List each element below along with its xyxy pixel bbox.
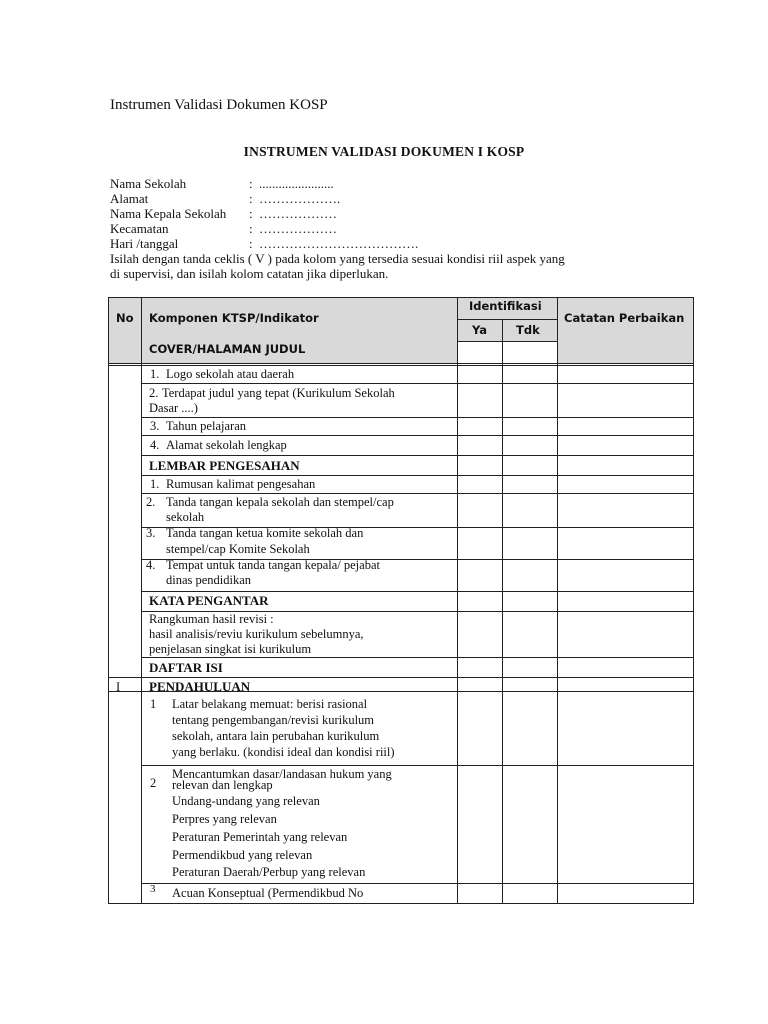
field-label: Alamat <box>110 191 149 206</box>
table-row-divider <box>141 765 694 766</box>
table-row-divider <box>141 475 694 476</box>
pendahuluan-sub-item: Peraturan Pemerintah yang relevan <box>172 830 348 844</box>
header-komponen: Komponen KTSP/Indikator <box>149 311 319 325</box>
table-row-divider <box>457 319 558 320</box>
header-identifikasi: Identifikasi <box>469 299 542 313</box>
pengesahan-item-text: Tempat untuk tanda tangan kepala/ pejabat <box>166 558 380 572</box>
revisi-line: penjelasan singkat isi kurikulum <box>149 642 312 656</box>
field-label: Nama Sekolah <box>110 176 187 191</box>
table-row-divider <box>141 435 694 436</box>
section-daftar-isi: DAFTAR ISI <box>149 660 223 675</box>
document-title: INSTRUMEN VALIDASI DOKUMEN I KOSP <box>243 144 525 159</box>
pendahuluan-item-text: Latar belakang memuat: berisi rasional <box>172 697 368 711</box>
table-border-left <box>108 297 109 904</box>
pendahuluan-sub-item: Perpres yang relevan <box>172 812 277 826</box>
cover-item-number: 3. <box>150 419 160 433</box>
cover-item-text: Logo sekolah atau daerah <box>166 367 295 381</box>
cover-item-text: Terdapat judul yang tepat (Kurikulum Sekolah <box>162 386 395 400</box>
cover-item-number: 1. <box>150 367 160 381</box>
cover-item-text: Alamat sekolah lengkap <box>166 438 287 452</box>
table-row-divider <box>108 363 694 364</box>
pendahuluan-sub-item: Undang-undang yang relevan <box>172 794 320 808</box>
pendahuluan-sub-item: Peraturan Daerah/Perbup yang relevan <box>172 865 366 879</box>
pendahuluan-item-text: tentang pengembangan/revisi kurikulum <box>172 713 375 727</box>
pengesahan-item-number: 2. <box>146 495 156 509</box>
section-number: I <box>116 680 121 694</box>
pendahuluan-item-text: relevan dan lengkap <box>172 778 273 792</box>
pengesahan-item-text: stempel/cap Komite Sekolah <box>166 542 310 556</box>
pengesahan-item-number: 1. <box>150 477 160 491</box>
table-row-divider <box>141 883 694 884</box>
cover-item-number: 4. <box>150 438 160 452</box>
table-row-divider <box>141 591 694 592</box>
pengesahan-item-text: Tanda tangan kepala sekolah dan stempel/cap <box>166 495 394 509</box>
pendahuluan-item-text: Mencantumkan dasar/landasan hukum yang <box>172 767 392 781</box>
header-tdk: Tdk <box>516 323 540 337</box>
cover-item-text: Dasar ....) <box>149 401 198 415</box>
pendahuluan-sub-item: Permendikbud yang relevan <box>172 848 313 862</box>
field-value: ……………… <box>259 221 337 236</box>
field-label: Hari /tanggal <box>110 236 179 251</box>
pengesahan-item-text: sekolah <box>166 510 205 524</box>
table-row-divider <box>141 417 694 418</box>
pendahuluan-item-text: yang berlaku. (kondisi ideal dan kondisi riil) <box>172 745 395 759</box>
table-row-divider <box>141 657 694 658</box>
table-row-divider <box>108 677 694 678</box>
field-value: ……………… <box>259 206 337 221</box>
field-value: ………………. <box>259 191 341 206</box>
field-colon: : <box>249 176 253 191</box>
header-catatan: Catatan Perbaikan <box>564 311 685 325</box>
field-value: ....................... <box>259 176 334 191</box>
pendahuluan-item-number: 2 <box>150 776 157 790</box>
field-label: Kecamatan <box>110 221 169 236</box>
section-cover: COVER/HALAMAN JUDUL <box>149 342 306 356</box>
pendahuluan-item-text: sekolah, antara lain perubahan kurikulum <box>172 729 380 743</box>
field-colon: : <box>249 206 253 221</box>
table-column-divider <box>557 297 558 904</box>
revisi-line: Rangkuman hasil revisi : <box>149 612 274 626</box>
cover-item-text: Tahun pelajaran <box>166 419 246 433</box>
section-pendahuluan: PENDAHULUAN <box>149 679 251 694</box>
pendahuluan-item-text: Acuan Konseptual (Permendikbud No <box>172 886 364 900</box>
section-pengesahan: LEMBAR PENGESAHAN <box>149 458 300 473</box>
cover-item-number: 2. <box>149 386 159 400</box>
table-row-divider <box>141 493 694 494</box>
field-colon: : <box>249 236 253 251</box>
table-row-divider <box>108 365 694 366</box>
field-colon: : <box>249 221 253 236</box>
table-border-bottom <box>108 903 694 904</box>
header-no: No <box>116 311 134 325</box>
pengesahan-item-text: Tanda tangan ketua komite sekolah dan <box>166 526 364 540</box>
header-bg-catatan <box>557 297 693 363</box>
field-colon: : <box>249 191 253 206</box>
pendahuluan-item-number: 3 <box>150 883 156 895</box>
table-row-divider <box>141 383 694 384</box>
pengesahan-item-number: 3. <box>146 526 156 540</box>
table-column-divider <box>141 297 142 904</box>
pengesahan-item-text: Rumusan kalimat pengesahan <box>166 477 316 491</box>
table-border-right <box>693 297 694 904</box>
section-kata-pengantar: KATA PENGANTAR <box>149 593 269 608</box>
table-row-divider <box>141 455 694 456</box>
table-border-top <box>108 297 694 298</box>
instruction-line-2: di supervisi, dan isilah kolom catatan jika diperlukan. <box>110 266 389 281</box>
pengesahan-item-number: 4. <box>146 558 156 572</box>
field-label: Nama Kepala Sekolah <box>110 206 227 221</box>
instruction-line-1: Isilah dengan tanda ceklis ( V ) pada kolom yang tersedia sesuai kondisi riil aspek yang <box>110 251 565 266</box>
pengesahan-item-text: dinas pendidikan <box>166 573 252 587</box>
field-value: ………………………………. <box>259 236 419 251</box>
table-column-divider <box>457 297 458 904</box>
header-ya: Ya <box>472 323 488 337</box>
table-row-divider <box>457 341 558 342</box>
pendahuluan-item-number: 1 <box>150 697 157 711</box>
document-heading: Instrumen Validasi Dokumen KOSP <box>110 97 328 113</box>
revisi-line: hasil analisis/reviu kurikulum sebelumnya, <box>149 627 364 641</box>
